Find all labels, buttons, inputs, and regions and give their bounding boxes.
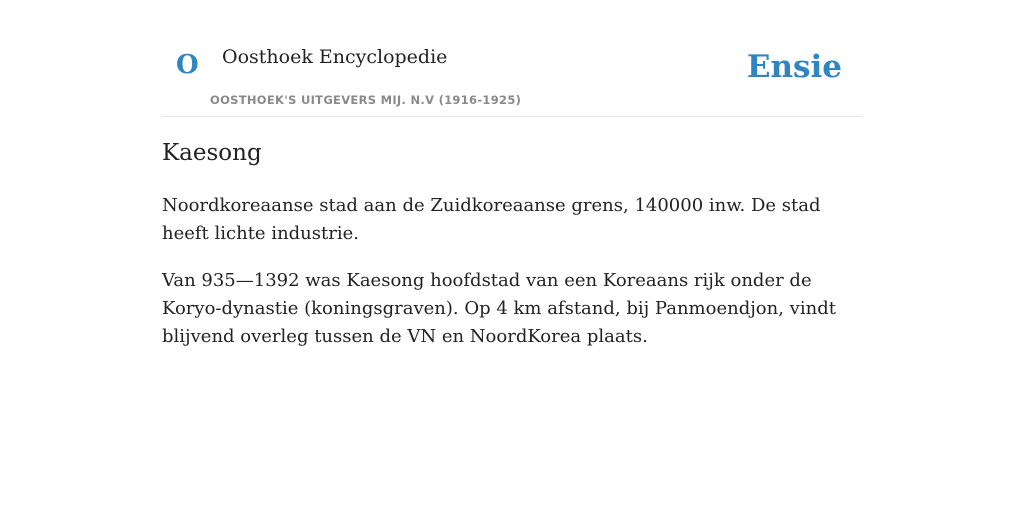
page-container — [162, 0, 862, 347]
encyclopedia-header — [162, 0, 862, 117]
article-body — [162, 192, 862, 370]
publisher-subtitle: OOSTHOEK'S UITGEVERS MIJ. N.V (1916-1925) — [210, 93, 522, 107]
ensie-logo-link[interactable]: Ensie — [746, 49, 842, 85]
encyclopedia-title-link[interactable]: Oosthoek Encyclopedie — [222, 46, 448, 68]
article-paragraph: Noordkoreaanse stad aan de Zuidkoreaanse grens, 140000 inw. De stad heeft lichte industrie. — [162, 195, 821, 244]
article-paragraph: Van 935—1392 was Kaesong hoofdstad van een Koreaans rijk onder de Koryo-dynastie (koningsgraven). Op 4 km afstand, bij Panmoendjon, vindt blijvend overleg tussen de VN en NoordKorea plaats. — [162, 270, 836, 347]
encyclopedia-logo[interactable]: O — [176, 50, 199, 80]
article-title: Kaesong — [162, 140, 262, 166]
